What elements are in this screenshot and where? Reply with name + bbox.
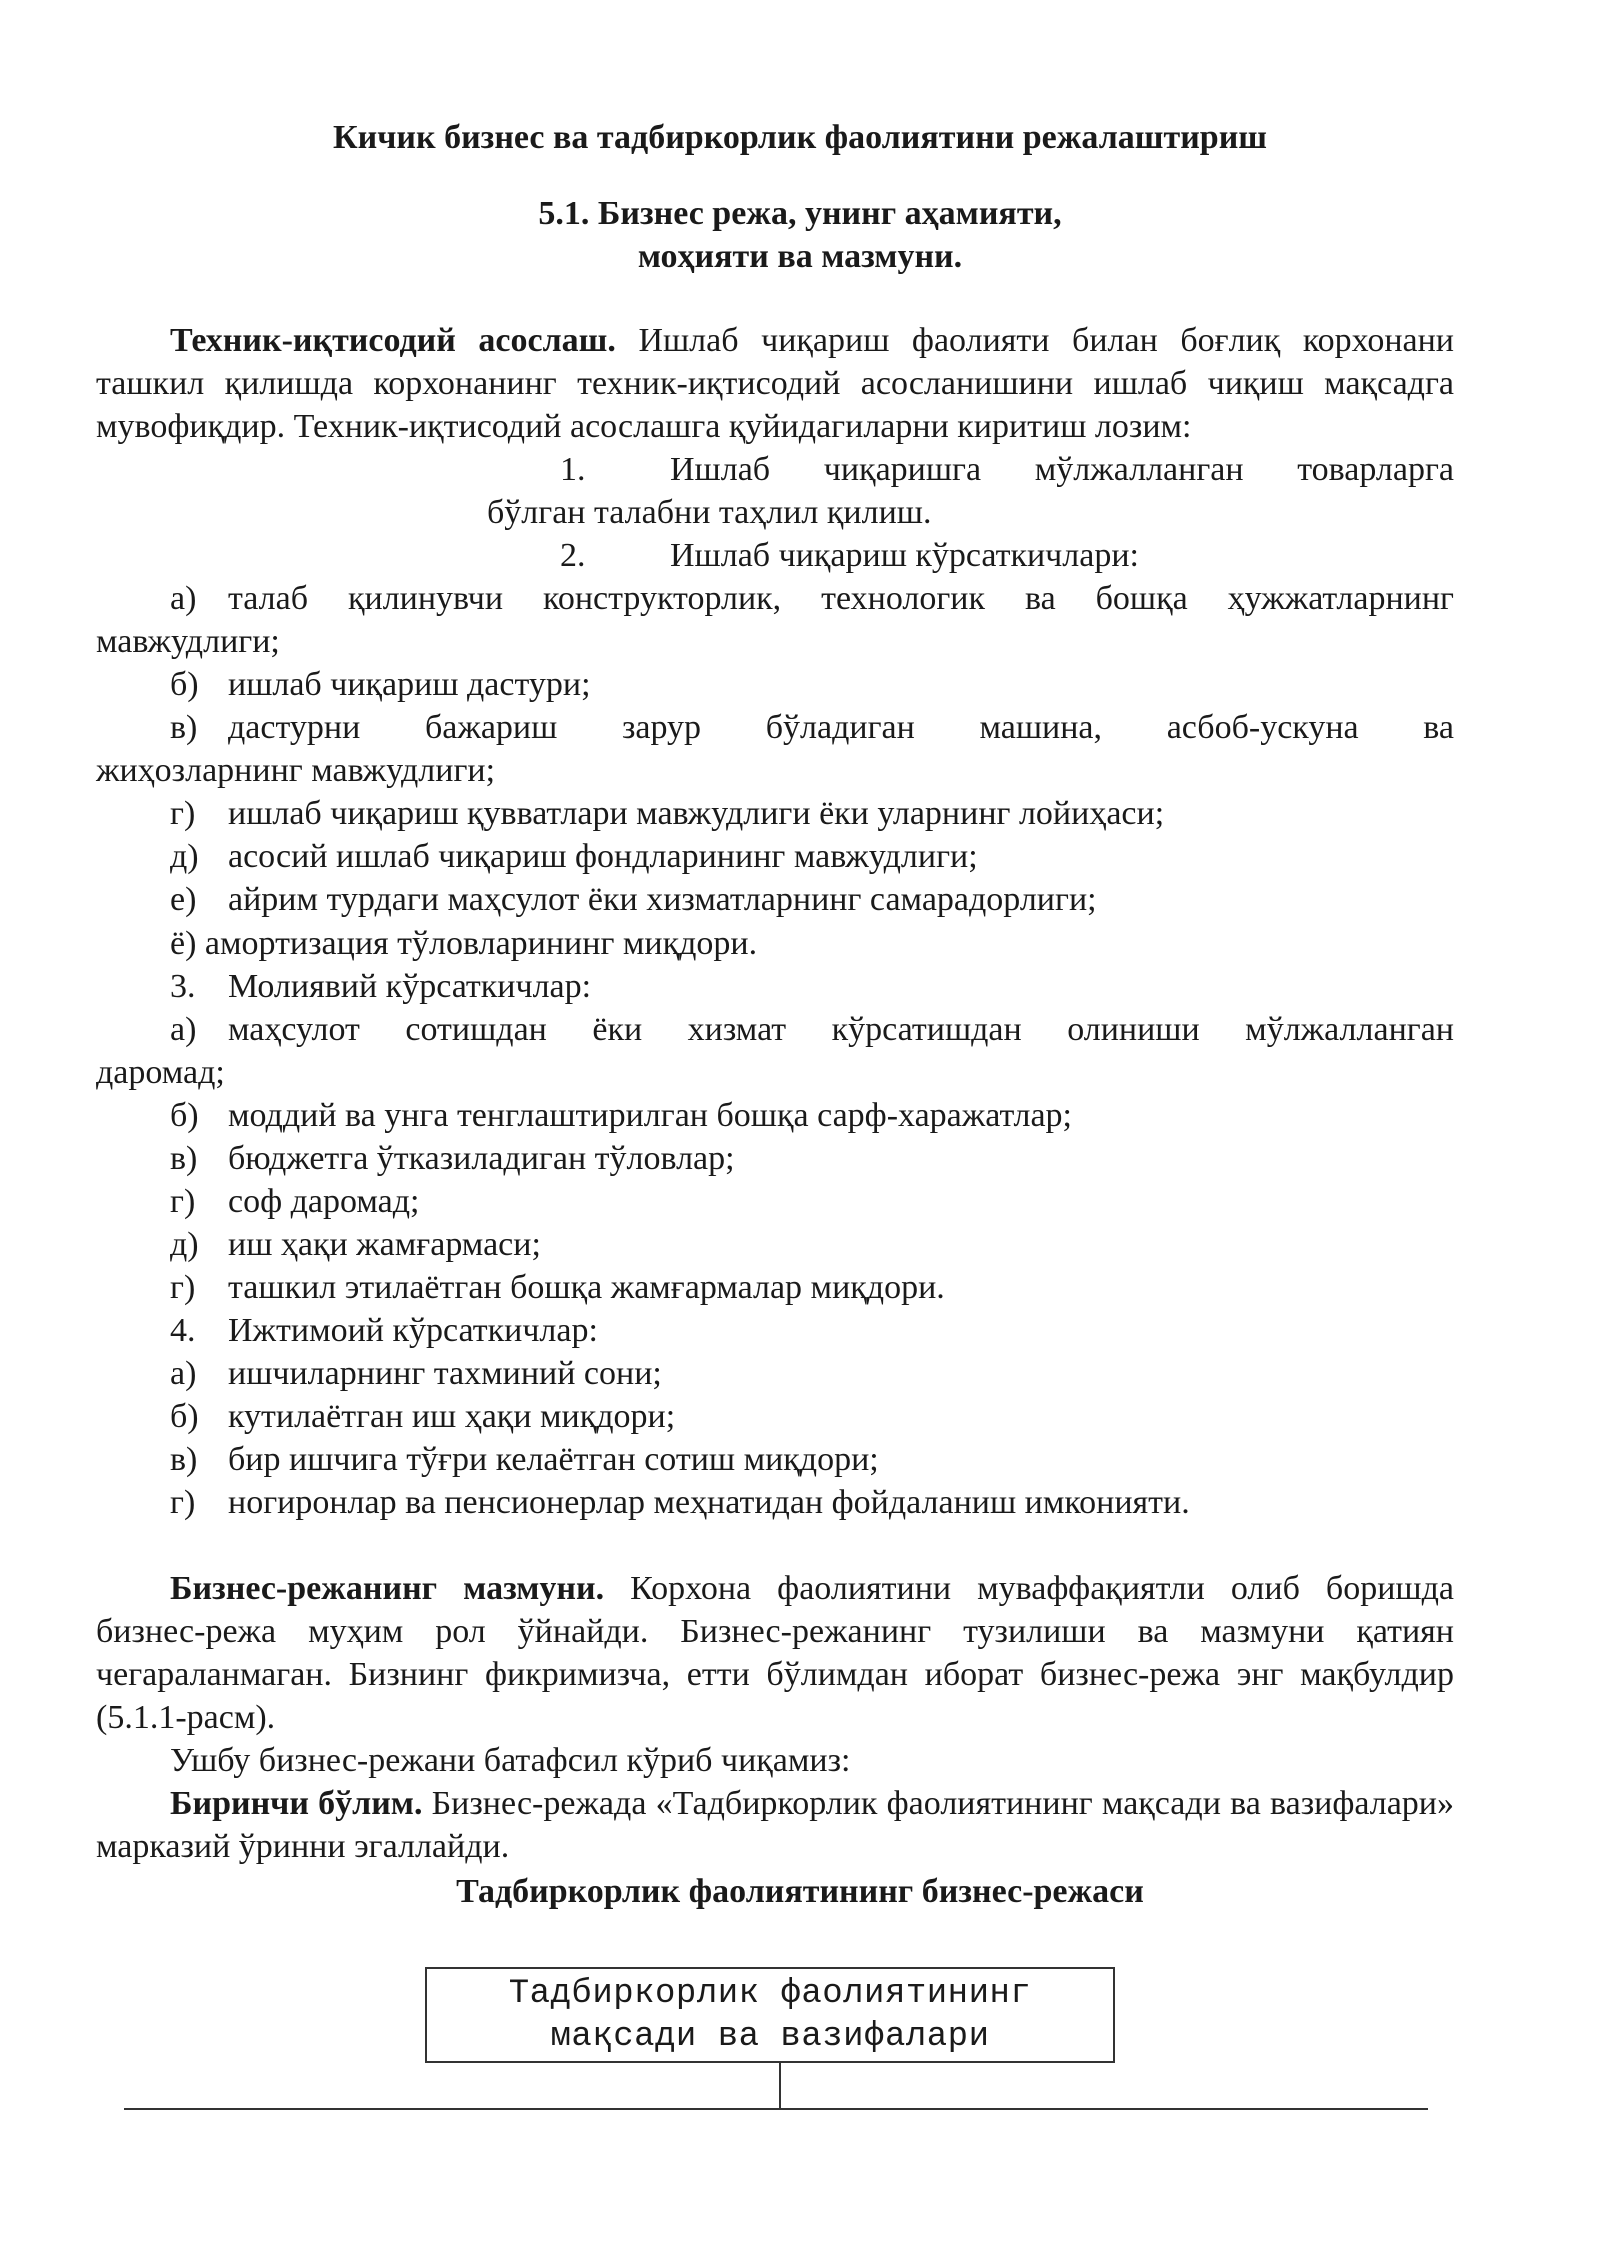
item-text: маҳсулот сотишдан ёки хизмат кўрсатишдан олиниши мўлжалланган [228,1011,1454,1048]
item-text-continuation: даромад; [96,1054,225,1091]
item-marker: г) [170,1183,196,1220]
item-marker: б) [170,1398,199,1435]
item-marker: 4. [170,1312,196,1349]
item-text: ногиронлар ва пенсионерлар меҳнатидан фойдаланиш имконияти. [228,1484,1190,1521]
item-marker: б) [170,666,199,703]
item-text: Ижтимоий кўрсаткичлар: [228,1312,598,1349]
item-marker: в) [170,709,198,746]
item-text: айрим турдаги маҳсулот ёки хизматларнинг самарадорлиги; [228,881,1097,918]
item-marker: в) [170,1441,198,1478]
list-item: ё) амортизация тўловларининг миқдори. [170,925,758,962]
list-item [170,1481,1190,1524]
item-text: соф даромад; [228,1183,420,1220]
item-marker: г) [170,795,196,832]
list-item [170,1266,945,1309]
diagram-connector-horizontal [124,2108,1428,2110]
diagram-title: Тадбиркорлик фаолиятининг бизнес-режаси [456,1873,1144,1910]
item-text: ишчиларнинг тахминий сони; [228,1355,662,1392]
item-text: бюджетга ўтказиладиган тўловлар; [228,1140,735,1177]
item-text: Ишлаб чиқариш кўрсаткичлари: [670,537,1139,574]
paragraph-business-plan [96,1567,1454,1739]
list-item [170,1395,675,1438]
item-text: ишлаб чиқариш дастури; [228,666,591,703]
list-item [170,1438,879,1481]
paragraph-lead: Техник-иқтисодий асослаш. [170,322,616,359]
list-item [170,1180,419,1223]
item-marker: а) [170,580,197,617]
list-item [170,1223,541,1266]
item-text: ташкил этилаётган бошқа жамғармалар миқдори. [228,1269,945,1306]
item-marker: в) [170,1140,198,1177]
paragraph-first-section [96,1782,1454,1868]
diagram-connector-vertical [779,2063,781,2108]
item-marker: г) [170,1484,196,1521]
item-text: талаб қилинувчи конструкторлик, технологик ва бошқа ҳужжатларнинг [228,580,1454,617]
page-title: Кичик бизнес ва тадбиркорлик фаолиятини режалаштириш [332,119,1267,156]
list-item [170,1352,662,1395]
diagram-box-goals [425,1967,1115,2063]
item-text: Ишлаб чиқаришга мўлжалланган товарларга [670,451,1454,488]
list-item [170,1094,1072,1137]
list-item [96,1008,1454,1094]
item-text: дастурни бажариш зарур бўладиган машина, асбоб-ускуна ва [228,709,1454,746]
item-marker: д) [170,838,199,875]
item-marker: г) [170,1269,196,1306]
paragraph-feasibility [96,319,1454,448]
item-text: асосий ишлаб чиқариш фондларининг мавжудлиги; [228,838,978,875]
list-item [170,878,1097,921]
section-heading-line1: 5.1. Бизнес режа, унинг аҳамияти, [538,195,1062,232]
item-text: кутилаётган иш ҳақи миқдори; [228,1398,676,1435]
paragraph-text: Ишлаб чиқариш фаолияти билан боғлиқ корхонани ташкил қилишда корхонанинг техник-иқтисодий асосланишини ишлаб чиқиш мақсадга мувофиқдир. Техник-иқтисодий асослашга қуйидагиларни киритиш лозим: [96,322,1454,445]
item-marker: 3. [170,968,196,1005]
item-text: ишлаб чиқариш қувватлари мавжудлиги ёки уларнинг лойиҳаси; [228,795,1165,832]
list-item [170,663,591,706]
paragraph-lead: Бизнес-режанинг мазмуни. [170,1570,605,1607]
paragraph-text: Бизнес-режада «Тадбиркорлик фаолиятининг мақсади ва вазифалари» марказий ўринни эгаллайди. [96,1785,1454,1865]
item-marker: 1. [560,451,586,488]
item-text: Молиявий кўрсаткичлар: [228,968,592,1005]
item-marker: 2. [560,537,586,574]
item-marker: д) [170,1226,199,1263]
item-text: бир ишчига тўғри келаётган сотиш миқдори; [228,1441,879,1478]
item-text: иш ҳақи жамғармаси; [228,1226,541,1263]
paragraph-text: Корхона фаолиятини муваффақиятли олиб боришда бизнес-режа муҳим рол ўйнайди. Бизнес-режанинг тузилиши ва мазмуни қатиян чегараланмаган. Бизнинг фикримизча, етти бўлимдан иборат бизнес-режа энг мақбулдир (5.1.1-расм). [96,1570,1454,1736]
list-item [96,577,1454,663]
numbered-item-1 [560,448,1454,491]
item-text-continuation: мавжудлиги; [96,623,280,660]
item-marker: а) [170,1355,197,1392]
numbered-item-2 [560,534,1139,577]
numbered-item-4 [170,1309,598,1352]
diagram-box-line2: мақсади ва вазифалари [550,2018,990,2056]
diagram-box-line1: Тадбиркорлик фаолиятининг [508,1975,1032,2013]
list-item [170,1137,735,1180]
list-item [170,835,978,878]
item-text-continuation: жиҳозларнинг мавжудлиги; [96,752,496,789]
numbered-item-3 [170,965,591,1008]
list-item [96,706,1454,792]
paragraph-lead: Биринчи бўлим. [170,1785,423,1822]
list-item [170,792,1164,835]
item-marker: а) [170,1011,197,1048]
item-marker: е) [170,881,197,918]
item-marker: б) [170,1097,199,1134]
paragraph-review: Ушбу бизнес-режани батафсил кўриб чиқамиз: [170,1742,851,1779]
section-heading-line2: моҳияти ва мазмуни. [637,238,963,275]
numbered-item-1-cont: бўлган талабни таҳлил қилиш. [487,494,932,531]
item-text: моддий ва унга тенглаштирилган бошқа сарф-харажатлар; [228,1097,1072,1134]
